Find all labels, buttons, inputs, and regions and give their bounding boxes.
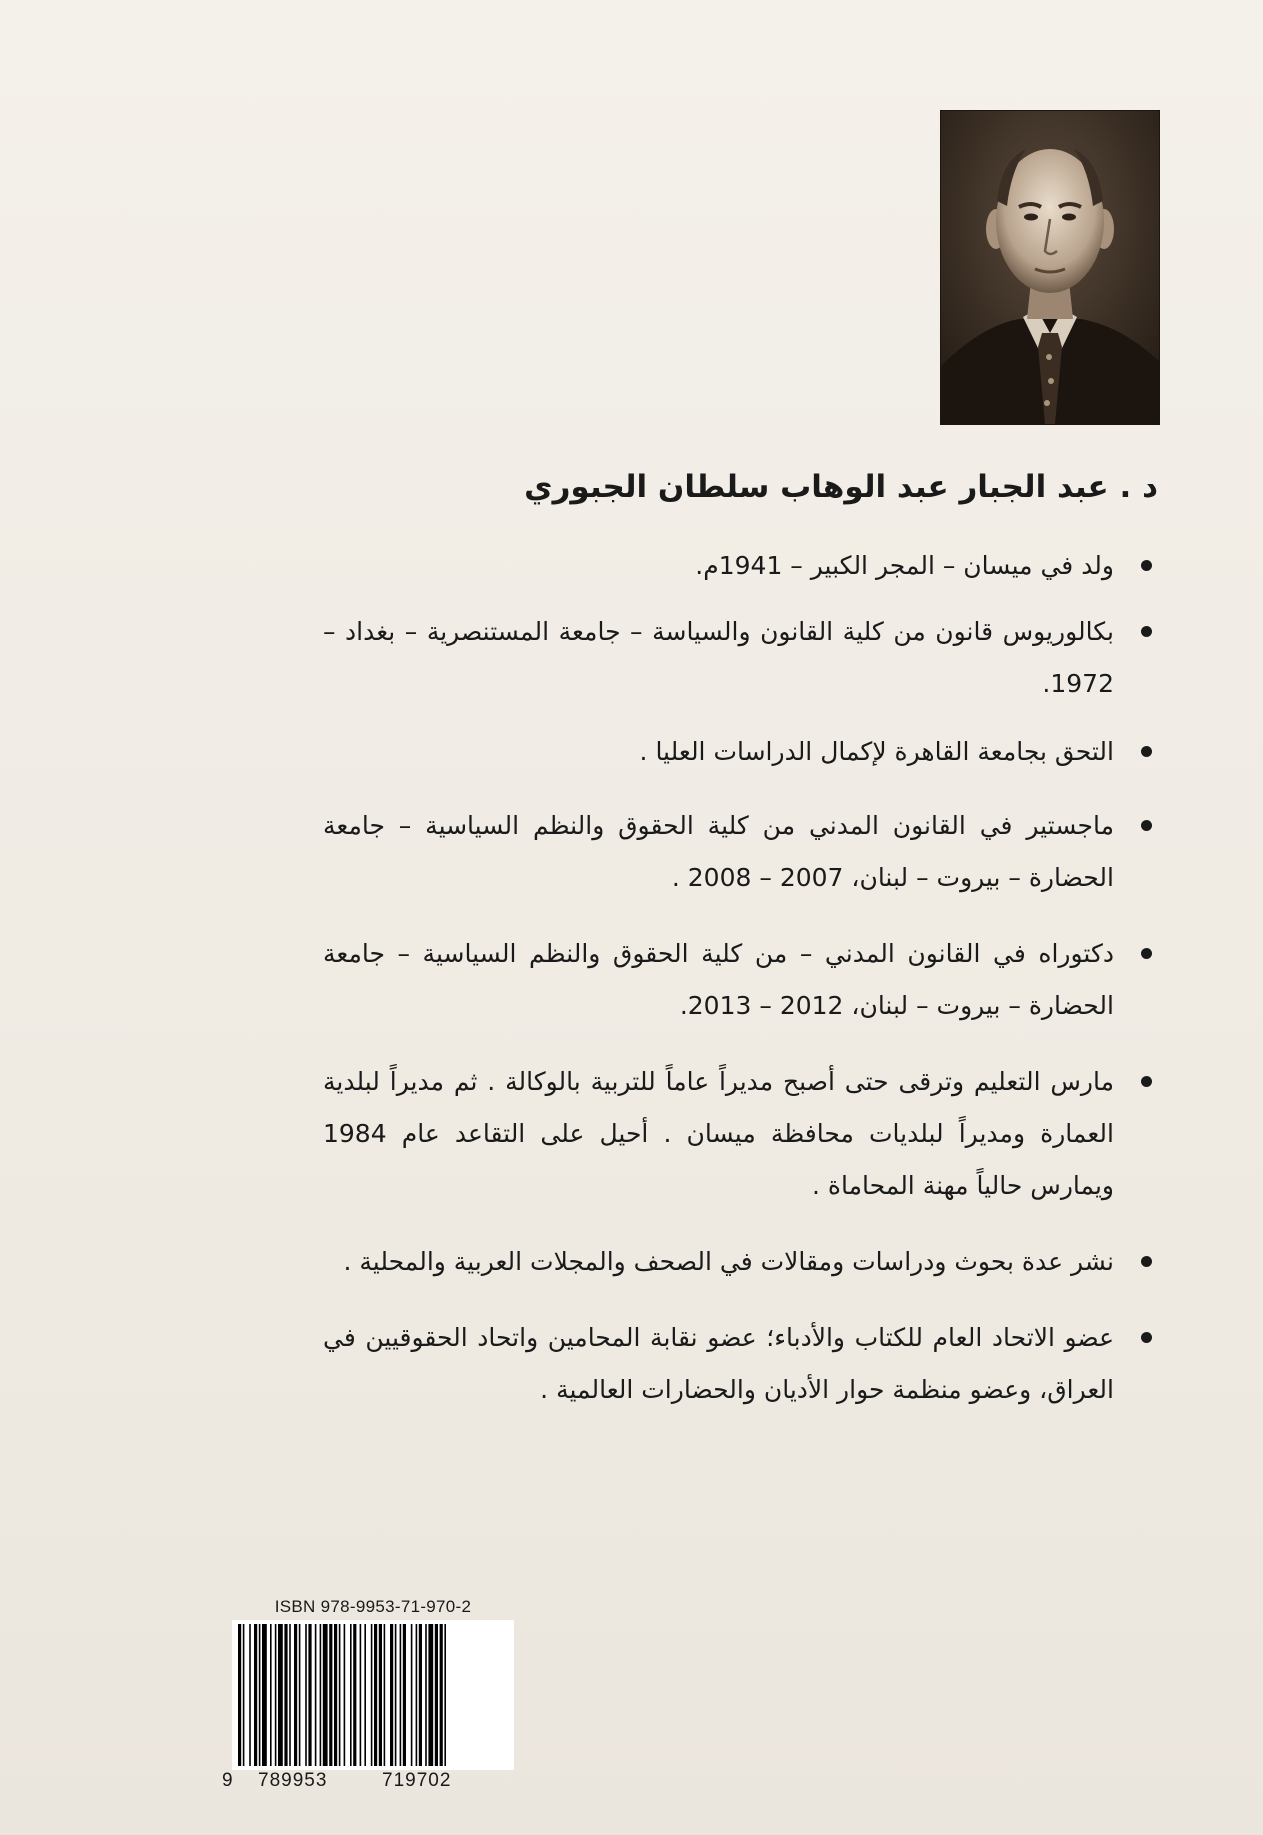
- barcode-bar: [440, 1624, 443, 1766]
- bullet-icon: [1141, 948, 1152, 959]
- barcode-bar: [262, 1624, 267, 1766]
- barcode-bar: [395, 1624, 397, 1766]
- barcode-bar: [259, 1624, 261, 1766]
- barcode-bar: [294, 1624, 297, 1766]
- barcode-bar: [284, 1624, 287, 1766]
- bio-item-text: عضو الاتحاد العام للكتاب والأدباء؛ عضو نقابة المحامين واتحاد الحقوقيين في العراق، وعضو منظمة حوار الأديان والحضارات العالمية .: [323, 1323, 1114, 1404]
- isbn-barcode-block: [222, 1596, 514, 1796]
- barcode-digit-group-1: 789953: [258, 1770, 328, 1791]
- barcode-bar: [339, 1624, 341, 1766]
- barcode-bar: [400, 1624, 402, 1766]
- barcode-bar: [289, 1624, 291, 1766]
- barcode-bar: [435, 1624, 438, 1766]
- barcode-bar: [444, 1624, 446, 1766]
- barcode-bar: [323, 1624, 328, 1766]
- barcode-bar: [334, 1624, 337, 1766]
- barcode-bar: [419, 1624, 422, 1766]
- barcode-bar: [254, 1624, 257, 1766]
- barcode-bar: [371, 1624, 373, 1766]
- barcode-digit-group-2: 719702: [382, 1770, 452, 1791]
- bullet-icon: [1141, 746, 1152, 757]
- bio-item-text: التحق بجامعة القاهرة لإكمال الدراسات العليا .: [639, 737, 1114, 766]
- bullet-icon: [1141, 560, 1152, 571]
- bio-item: [323, 606, 1158, 710]
- author-portrait-image: [941, 111, 1159, 424]
- barcode-bar: [329, 1624, 332, 1766]
- barcode-digits: [222, 1770, 514, 1796]
- bio-item: [323, 540, 1158, 592]
- barcode-bar: [275, 1624, 277, 1766]
- barcode-icon: [232, 1620, 514, 1770]
- bio-item: [323, 726, 1158, 778]
- bio-item: [323, 1236, 1158, 1288]
- bullet-icon: [1141, 1256, 1152, 1267]
- barcode-bar: [360, 1624, 362, 1766]
- barcode-bar: [344, 1624, 346, 1766]
- bullet-icon: [1141, 626, 1152, 637]
- barcode-bar: [374, 1624, 377, 1766]
- barcode-bar: [278, 1624, 283, 1766]
- barcode-bar: [416, 1624, 418, 1766]
- barcode-bar: [379, 1624, 382, 1766]
- bio-item-text: مارس التعليم وترقى حتى أصبح مديراً عاماً للتربية بالوكالة . ثم مديراً لبلدية العمارة ومديراً لبلديات محافظة ميسان . أحيل على التقاعد عام 1984 ويمارس حالياً مهنة المحاماة .: [323, 1067, 1114, 1200]
- barcode-bar: [384, 1624, 386, 1766]
- barcode-bar: [305, 1624, 307, 1766]
- barcode-bar: [308, 1624, 311, 1766]
- barcode-bar: [411, 1624, 413, 1766]
- bio-item: [323, 1056, 1158, 1212]
- barcode-bar: [390, 1624, 393, 1766]
- author-name: د . عبد الجبار عبد الوهاب سلطان الجبوري: [524, 469, 1158, 505]
- biography-list: [323, 540, 1158, 1416]
- author-photo: [940, 110, 1160, 425]
- barcode-lead-digit: 9: [222, 1770, 234, 1791]
- barcode-bar: [299, 1624, 301, 1766]
- bio-item-text: نشر عدة بحوث ودراسات ومقالات في الصحف والمجلات العربية والمحلية .: [343, 1247, 1114, 1276]
- barcode-bar: [243, 1624, 245, 1766]
- bullet-icon: [1141, 1332, 1152, 1343]
- bio-item: [323, 800, 1158, 904]
- bio-item: [323, 928, 1158, 1032]
- barcode-bar: [350, 1624, 352, 1766]
- barcode-bar: [353, 1624, 356, 1766]
- bio-item-text: ماجستير في القانون المدني من كلية الحقوق والنظم السياسية – جامعة الحضارة – بيروت – لبنان، 2007 – 2008 .: [323, 811, 1114, 892]
- barcode-bar: [315, 1624, 317, 1766]
- bio-item-text: دكتوراه في القانون المدني – من كلية الحقوق والنظم السياسية – جامعة الحضارة – بيروت – لبنان، 2012 – 2013.: [323, 939, 1114, 1020]
- bio-item-text: بكالوريوس قانون من كلية القانون والسياسة – جامعة المستنصرية – بغداد – 1972.: [323, 617, 1114, 698]
- barcode-bar: [270, 1624, 272, 1766]
- barcode-bar: [320, 1624, 322, 1766]
- bio-item: [323, 1312, 1158, 1416]
- barcode-bar: [249, 1624, 251, 1766]
- barcode-bar: [238, 1624, 241, 1766]
- bullet-icon: [1141, 820, 1152, 831]
- barcode-bar: [364, 1624, 366, 1766]
- barcode-bar: [403, 1624, 406, 1766]
- barcode-bar: [428, 1624, 433, 1766]
- barcode-bar: [425, 1624, 427, 1766]
- isbn-label: ISBN 978-9953-71-970-2: [274, 1597, 472, 1616]
- bio-item-text: ولد في ميسان – المجر الكبير – 1941م.: [695, 551, 1114, 580]
- bullet-icon: [1141, 1076, 1152, 1087]
